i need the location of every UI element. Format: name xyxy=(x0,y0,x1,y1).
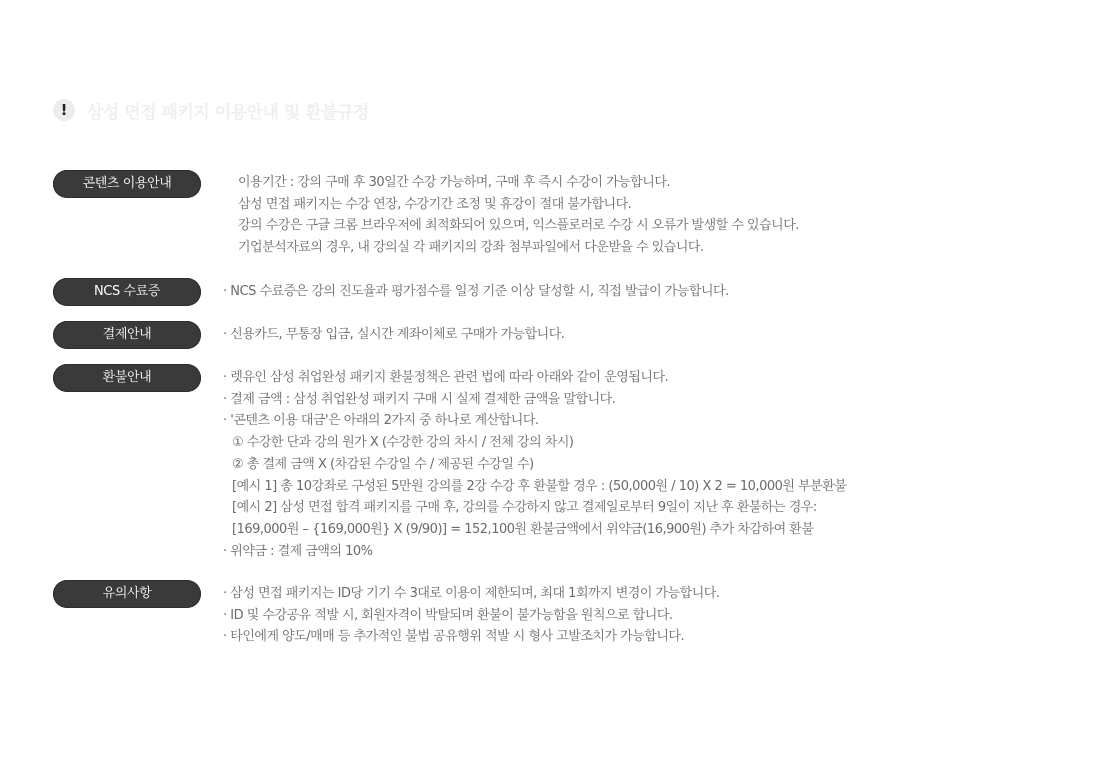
list-item: [169,000원 – {169,000원} X (9/90)] = 152,100원 환불금액에서 위약금(16,900원) 추가 차감하여 환불 xyxy=(232,521,814,537)
list-item: · 삼성 면접 패키지는 ID당 기기 수 3대로 이용이 제한되며, 최대 1회까지 변경이 가능합니다. xyxy=(223,586,720,601)
list-item: · 위약금 : 결제 금액의 10% xyxy=(223,543,373,559)
section-refund-lines xyxy=(223,367,1083,562)
section-ncs-lines xyxy=(223,281,1083,303)
section-label-contents: 콘텐츠 이용안내 xyxy=(53,170,201,198)
list-item: · 신용카드, 무통장 입금, 실시간 계좌이체로 구매가 가능합니다. xyxy=(223,327,565,342)
list-item: ② 총 결제 금액 X (차감된 수강일 수 / 제공된 수강일 수) xyxy=(232,456,534,472)
section-caution-lines xyxy=(223,583,1083,648)
section-contents-lines xyxy=(223,172,1083,259)
list-item: [예시 1] 총 10강좌로 구성된 5만원 강의를 2강 수강 후 환불할 경우 : (50,000원 / 10) X 2 = 10,000원 부분환불 xyxy=(232,478,847,494)
list-item: · '콘텐츠 이용 대금'은 아래의 2가지 중 하나로 계산합니다. xyxy=(223,413,539,429)
list-item: 강의 수강은 구글 크롬 브라우저에 최적화되어 있으며, 익스플로러로 수강 시 오류가 발생할 수 있습니다. xyxy=(238,218,799,234)
section-label-refund: 환불안내 xyxy=(53,364,201,392)
exclamation-icon: ! xyxy=(53,99,75,121)
list-item: · 결제 금액 : 삼성 취업완성 패키지 구매 시 실제 결제한 금액을 말합니다. xyxy=(223,391,616,407)
list-item: 이용기간 : 강의 구매 후 30일간 수강 가능하며, 구매 후 즉시 수강이 가능합니다. xyxy=(238,175,671,190)
list-item: 기업분석자료의 경우, 내 강의실 각 패키지의 강좌 첨부파일에서 다운받을 수 있습니다. xyxy=(238,240,704,256)
list-item: ① 수강한 단과 강의 원가 X (수강한 강의 차시 / 전체 강의 차시) xyxy=(232,435,574,451)
section-label-payment: 결제안내 xyxy=(53,321,201,349)
list-item: · NCS 수료증은 강의 진도율과 평가점수를 일정 기준 이상 달성할 시, 직접 발급이 가능합니다. xyxy=(223,284,729,299)
page-title: 삼성 면접 패키지 이용안내 및 환불규정 xyxy=(87,102,369,123)
list-item: · ID 및 수강공유 적발 시, 회원자격이 박탈되며 환불이 불가능함을 원칙으로 합니다. xyxy=(223,607,673,623)
list-item: [예시 2] 삼성 면접 합격 패키지를 구매 후, 강의를 수강하지 않고 결제일로부터 9일이 지난 후 환불하는 경우: xyxy=(232,500,817,516)
section-payment-lines xyxy=(223,324,1083,346)
list-item: 삼성 면접 패키지는 수강 연장, 수강기간 조정 및 휴강이 절대 불가합니다. xyxy=(238,196,632,212)
list-item: · 타인에게 양도/매매 등 추가적인 불법 공유행위 적발 시 형사 고발조치가 가능합니다. xyxy=(223,629,685,645)
section-label-ncs: NCS 수료증 xyxy=(53,278,201,306)
notice-header xyxy=(53,98,369,122)
section-label-caution: 유의사항 xyxy=(53,580,201,608)
list-item: · 렛유인 삼성 취업완성 패키지 환불정책은 관련 법에 따라 아래와 같이 운영됩니다. xyxy=(223,370,669,385)
